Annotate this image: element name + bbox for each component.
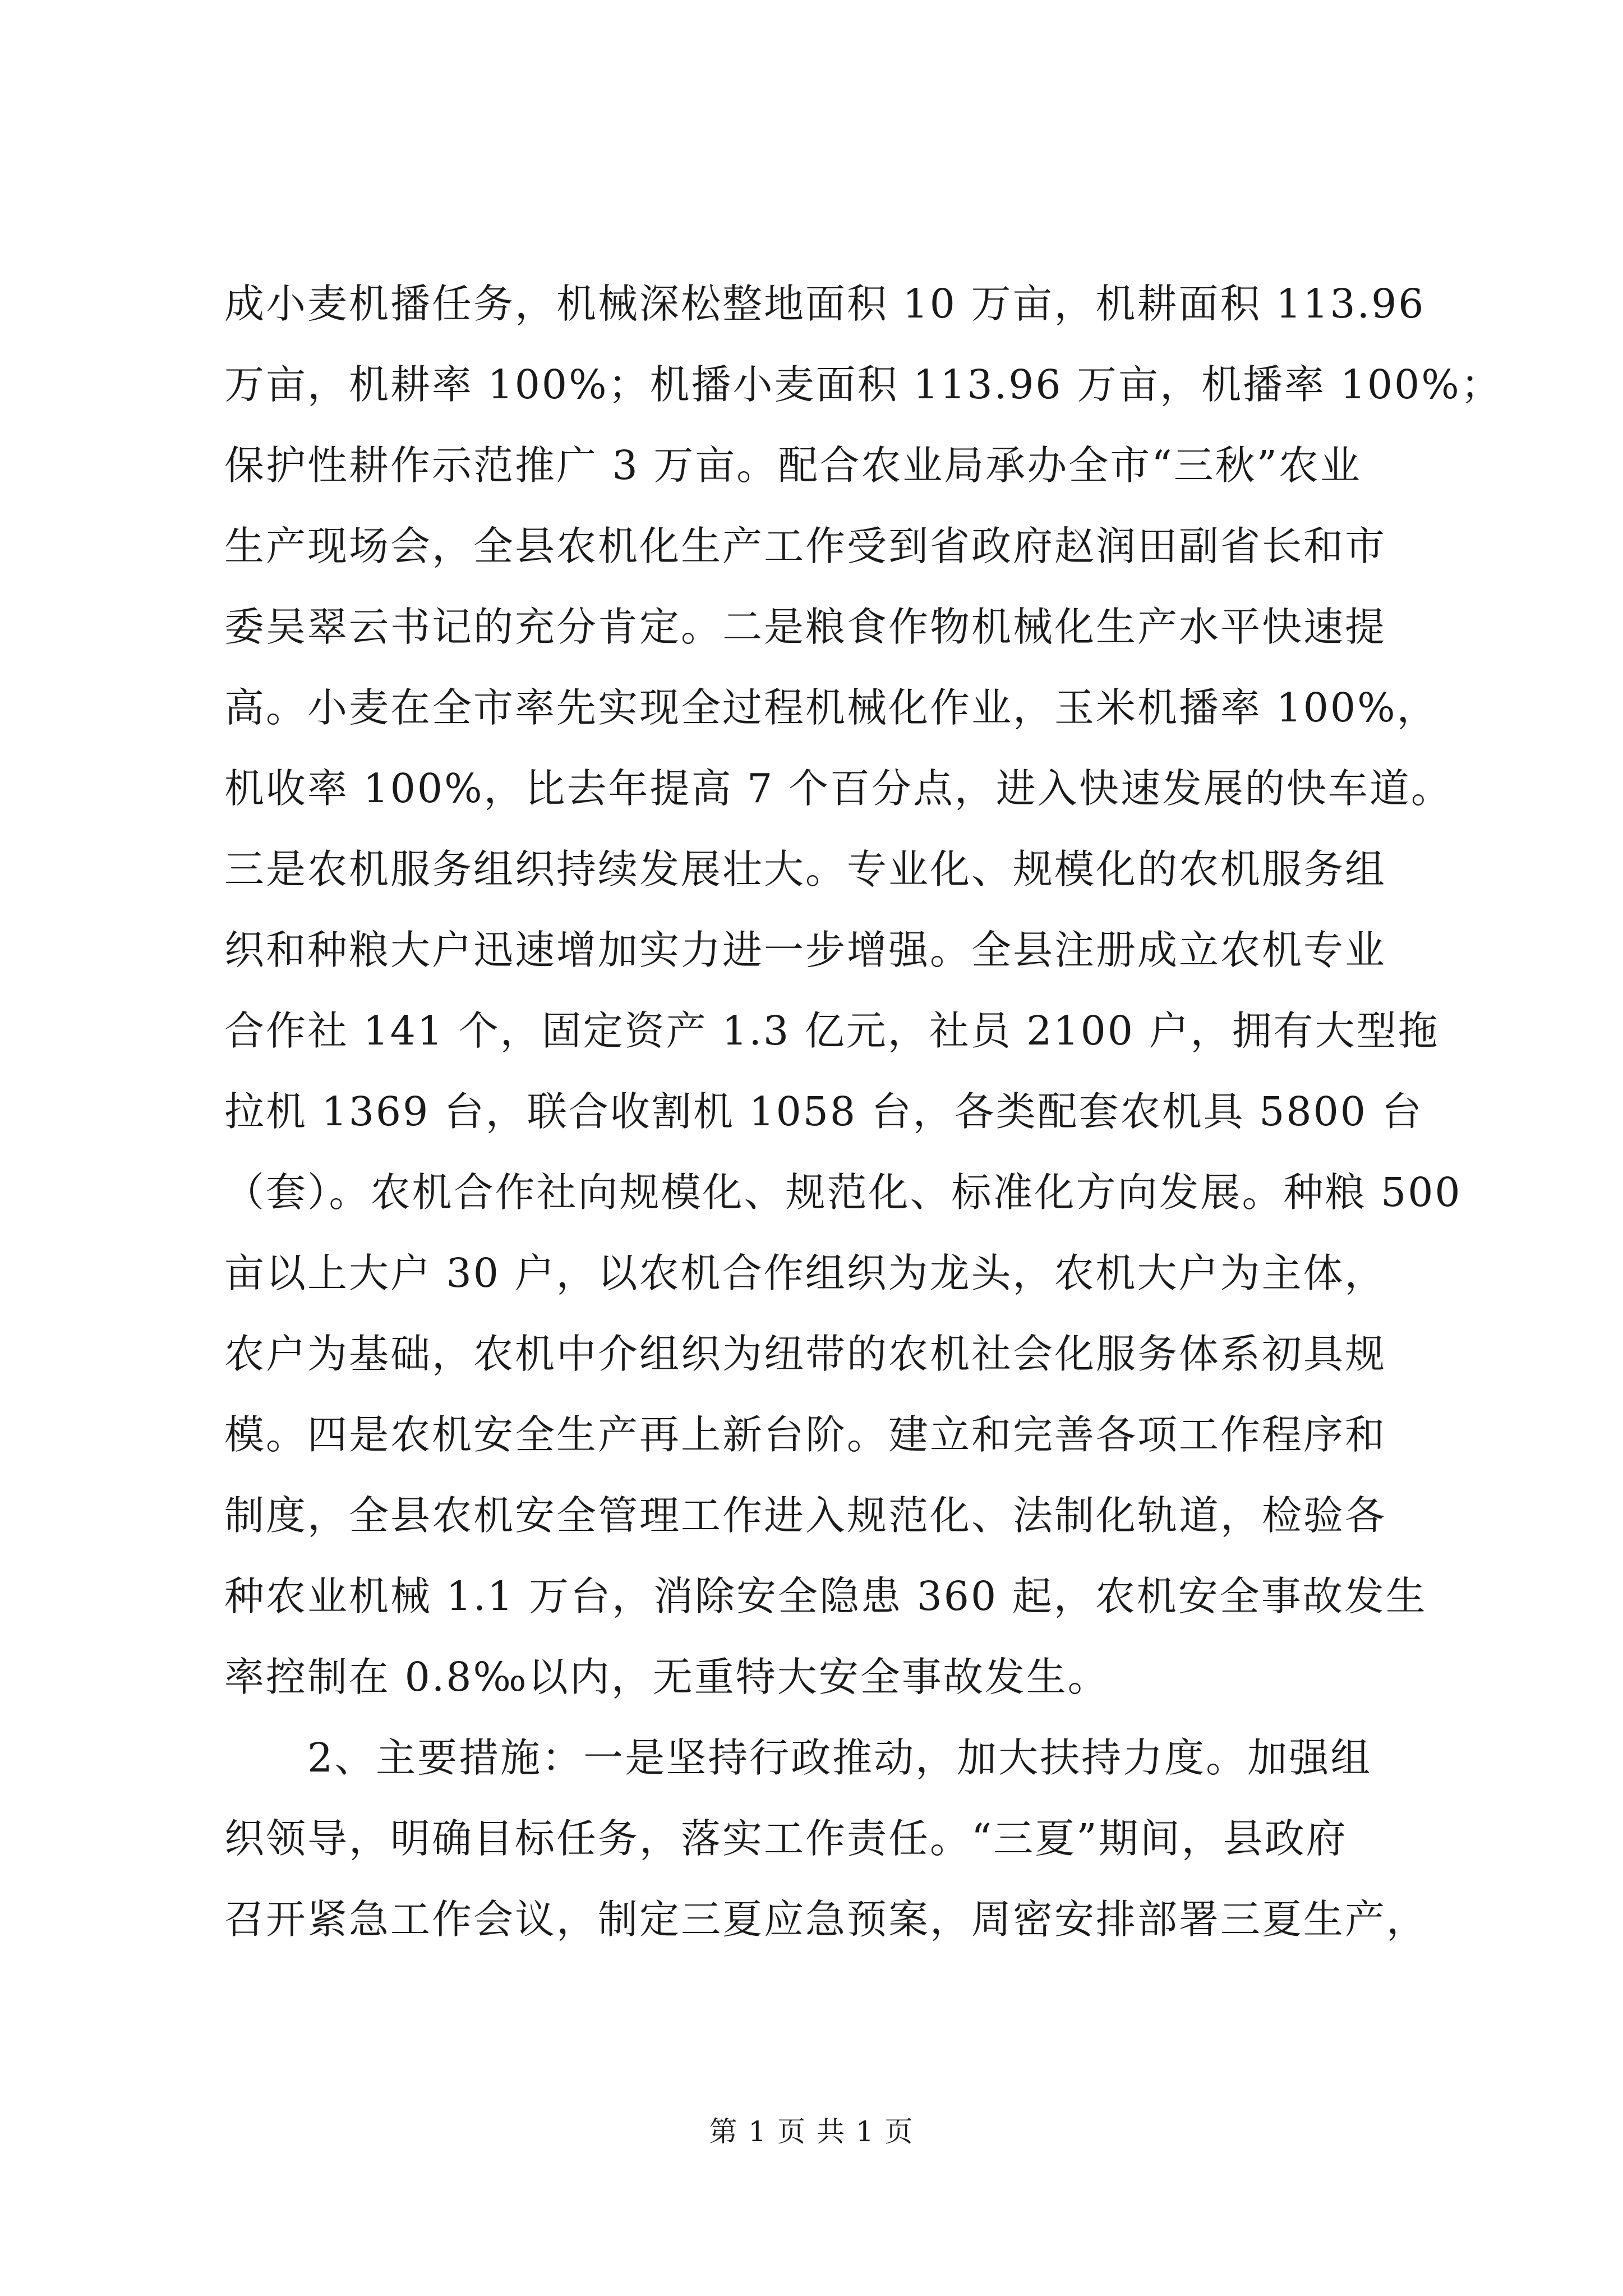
body-text: [224, 264, 1502, 1960]
text-line: 模。四是农机安全生产再上新台阶。建立和完善各项工作程序和: [224, 1411, 1387, 1458]
page-number-footer: 第 1 页 共 1 页: [709, 2115, 914, 2148]
text-line: 万亩，机耕率 100%；机播小麦面积 113.96 万亩，机播率 100%；: [224, 361, 1502, 408]
text-line: 召开紧急工作会议，制定三夏应急预案，周密安排部署三夏生产，: [224, 1896, 1428, 1943]
paragraph-start-line: 2、主要措施：一是坚持行政推动，加大扶持力度。加强组: [224, 1734, 1372, 1781]
text-line: 织领导，明确目标任务，落实工作责任。“三夏”期间，县政府: [224, 1815, 1348, 1862]
text-line: 合作社 141 个，固定资产 1.3 亿元，社员 2100 户，拥有大型拖: [224, 1007, 1440, 1054]
text-line: 拉机 1369 台，联合收割机 1058 台，各类配套农机具 5800 台: [224, 1088, 1423, 1135]
text-line: 高。小麦在全市率先实现全过程机械化作业，玉米机播率 100%，: [224, 684, 1438, 731]
text-line: 织和种粮大户迅速增加实力进一步增强。全县注册成立农机专业: [224, 927, 1387, 973]
text-line: 委吴翠云书记的充分肯定。二是粮食作物机械化生产水平快速提: [224, 604, 1387, 650]
text-line: 农户为基础，农机中介组织为纽带的农机社会化服务体系初具规: [224, 1331, 1387, 1377]
text-line: （套）。农机合作社向规模化、规范化、标准化方向发展。种粮 500: [224, 1169, 1462, 1216]
text-line: 制度，全县农机安全管理工作进入规范化、法制化轨道，检验各: [224, 1492, 1387, 1539]
text-line: 生产现场会，全县农机化生产工作受到省政府赵润田副省长和市: [224, 523, 1387, 569]
text-line: 亩以上大户 30 户，以农机合作组织为龙头，农机大户为主体，: [224, 1250, 1386, 1296]
text-line: 成小麦机播任务，机械深松整地面积 10 万亩，机耕面积 113.96: [224, 280, 1426, 327]
text-line: 种农业机械 1.1 万台，消除安全隐患 360 起，农机安全事故发生: [224, 1573, 1427, 1619]
text-line: 三是农机服务组织持续发展壮大。专业化、规模化的农机服务组: [224, 846, 1387, 892]
text-line: 机收率 100%，比去年提高 7 个百分点，进入快速发展的快车道。: [224, 765, 1453, 812]
text-line: 率控制在 0.8‰以内，无重特大安全事故发生。: [224, 1654, 1109, 1700]
text-line: 保护性耕作示范推广 3 万亩。配合农业局承办全市“三秋”农业: [224, 442, 1362, 489]
